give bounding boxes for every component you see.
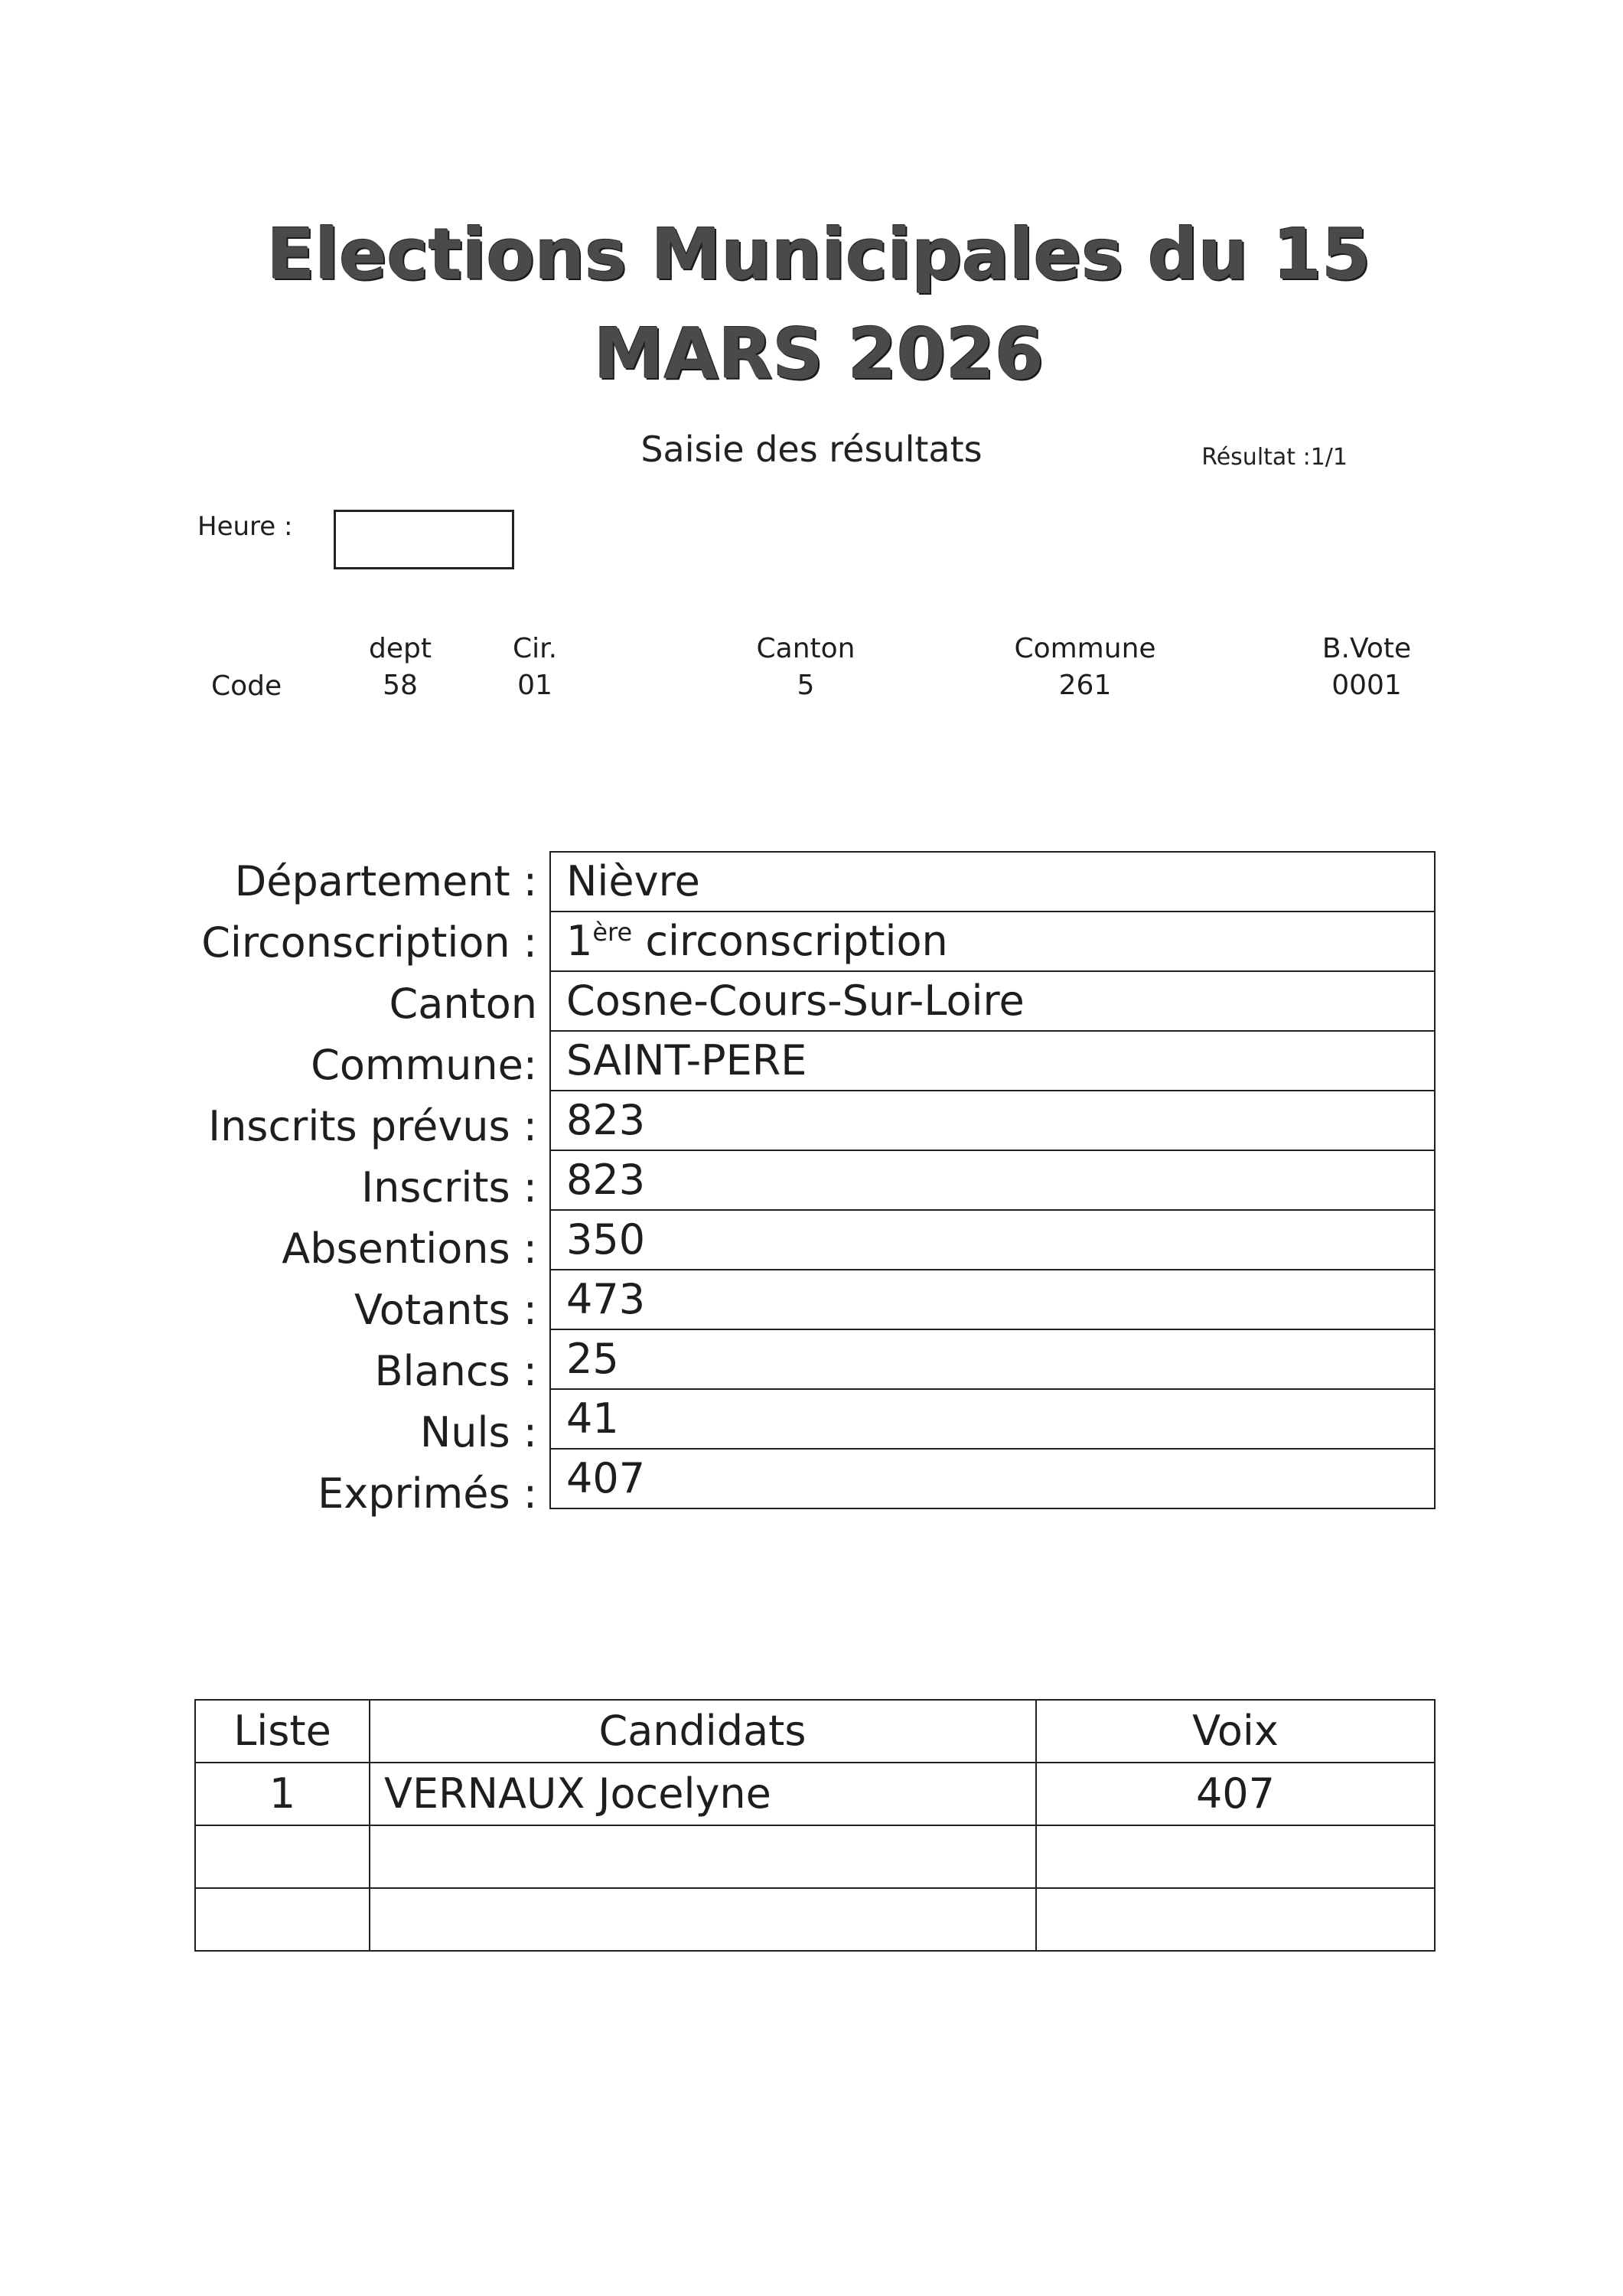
code-value-canton: 5 — [797, 670, 815, 701]
code-value-commune: 261 — [1058, 670, 1112, 701]
info-value-votants: 473 — [550, 1270, 1435, 1329]
info-table — [549, 851, 1436, 1509]
info-label-votants: Votants : — [354, 1286, 537, 1334]
info-value-nuls: 41 — [550, 1389, 1435, 1449]
code-column-commune — [993, 631, 1177, 704]
info-value-inscrits-prevus: 823 — [550, 1091, 1435, 1150]
info-label-departement: Département : — [234, 857, 537, 905]
info-value-absentions: 350 — [550, 1210, 1435, 1270]
candidates-table — [194, 1699, 1436, 1952]
cell-candidat — [370, 1825, 1036, 1888]
info-label-blancs: Blancs : — [374, 1347, 537, 1395]
info-labels — [122, 851, 537, 1525]
header-candidats: Candidats — [370, 1700, 1036, 1763]
table-row — [195, 1888, 1435, 1951]
code-value-dept: 58 — [383, 670, 418, 701]
code-value-bvote: 0001 — [1331, 670, 1402, 701]
info-label-absentions: Absentions : — [282, 1225, 537, 1273]
info-value-inscrits: 823 — [550, 1150, 1435, 1210]
info-value-circonscription-sup: ère — [592, 918, 633, 947]
heure-field[interactable] — [334, 510, 514, 569]
info-value-canton: Cosne-Cours-Sur-Loire — [550, 971, 1435, 1031]
code-header-commune: Commune — [1014, 633, 1156, 664]
code-header-bvote: B.Vote — [1322, 633, 1412, 664]
code-column-bvote — [1275, 631, 1458, 704]
cell-liste — [195, 1888, 370, 1951]
code-column-canton — [714, 631, 898, 704]
info-value-circonscription-text: circonscription — [645, 917, 948, 965]
result-page-counter: Résultat :1/1 — [1201, 444, 1348, 471]
title-line-2: MARS 2026 — [594, 313, 1044, 395]
info-label-circonscription: Circonscription : — [201, 918, 537, 967]
cell-voix — [1036, 1825, 1435, 1888]
info-label-commune: Commune: — [311, 1041, 537, 1089]
cell-liste — [195, 1825, 370, 1888]
cell-candidat: VERNAUX Jocelyne — [370, 1763, 1036, 1825]
table-row — [195, 1825, 1435, 1888]
code-value-cir: 01 — [517, 670, 552, 701]
info-label-canton: Canton — [389, 980, 537, 1028]
subtitle: Saisie des résultats — [640, 429, 983, 470]
code-label: Code — [211, 670, 282, 702]
header-liste: Liste — [195, 1700, 370, 1763]
info-value-circonscription-number: 1 — [566, 917, 593, 965]
info-value-exprimes: 407 — [550, 1449, 1435, 1508]
info-label-nuls: Nuls : — [419, 1408, 537, 1456]
info-value-commune: SAINT-PERE — [550, 1031, 1435, 1091]
candidates-header-row — [195, 1700, 1435, 1763]
code-column-cir — [443, 631, 627, 704]
cell-voix: 407 — [1036, 1763, 1435, 1825]
info-value-circonscription — [550, 912, 1435, 971]
info-value-departement: Nièvre — [550, 852, 1435, 912]
code-header-cir: Cir. — [512, 633, 558, 664]
page-title — [230, 205, 1408, 404]
info-value-blancs: 25 — [550, 1329, 1435, 1389]
cell-liste: 1 — [195, 1763, 370, 1825]
cell-voix — [1036, 1888, 1435, 1951]
code-header-dept: dept — [369, 633, 432, 664]
heure-label: Heure : — [197, 511, 293, 542]
info-label-exprimes: Exprimés : — [318, 1469, 537, 1518]
cell-candidat — [370, 1888, 1036, 1951]
table-row — [195, 1763, 1435, 1825]
info-label-inscrits: Inscrits : — [361, 1163, 537, 1212]
title-line-1: Elections Municipales du 15 — [266, 214, 1371, 295]
code-header-canton: Canton — [756, 633, 855, 664]
header-voix: Voix — [1036, 1700, 1435, 1763]
info-label-inscrits-prevus: Inscrits prévus : — [208, 1102, 537, 1150]
